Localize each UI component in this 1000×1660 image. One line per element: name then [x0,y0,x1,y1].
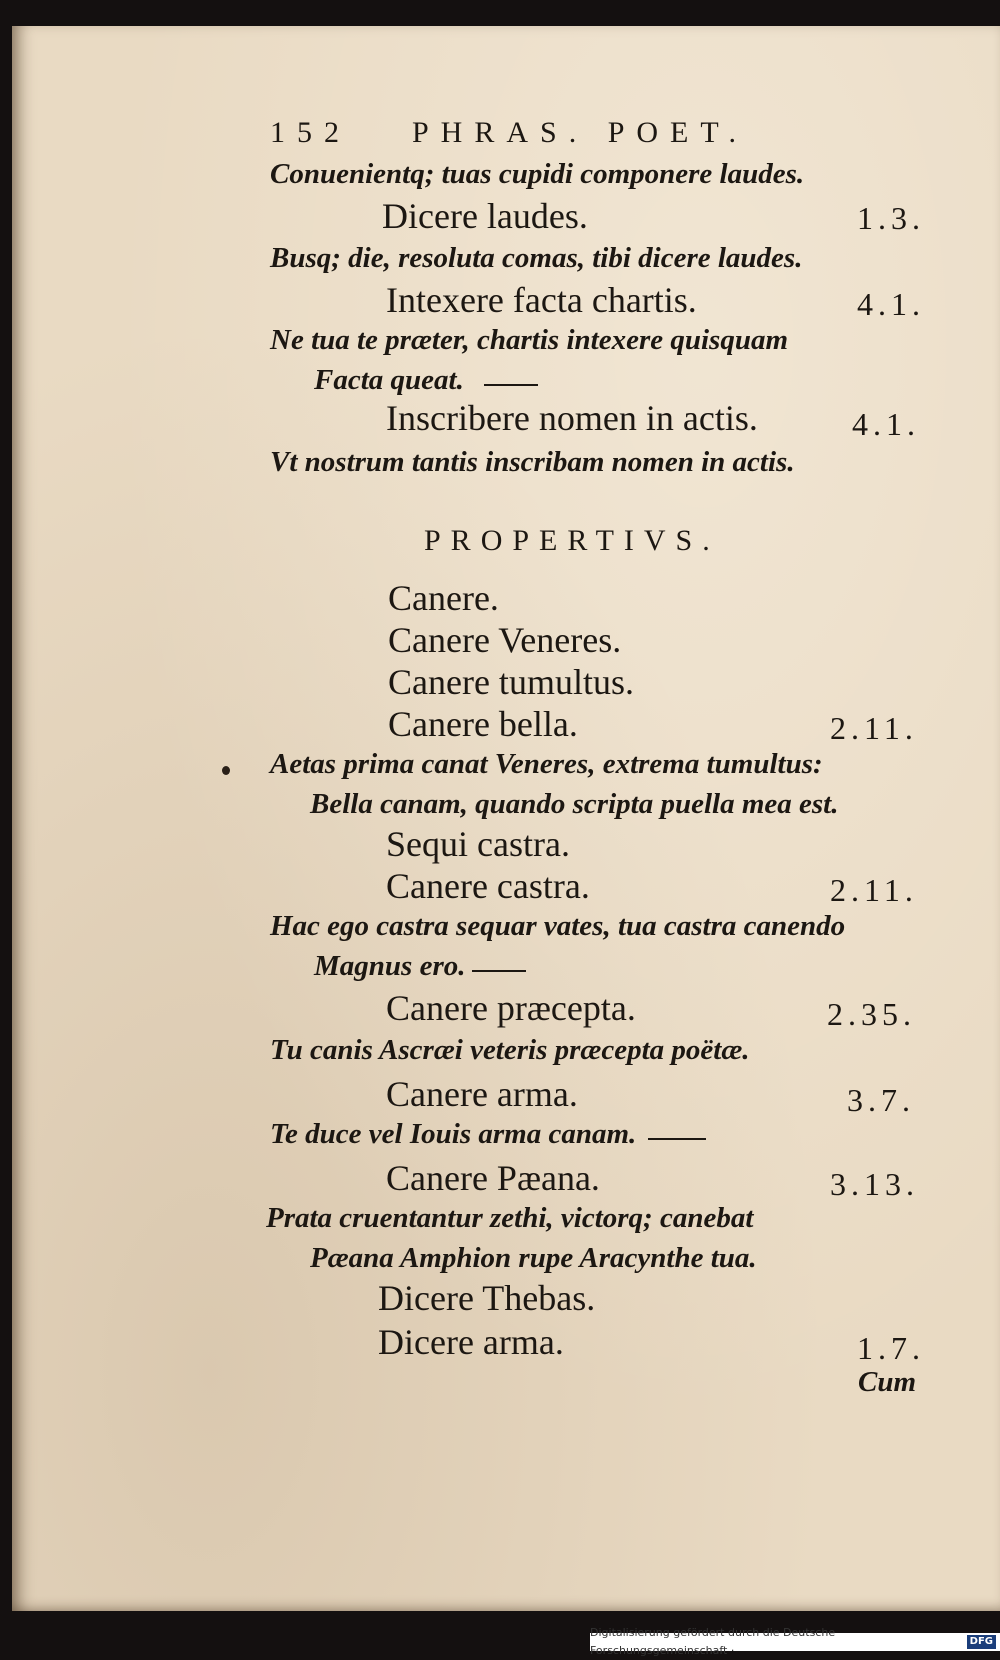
ink-spot [222,766,230,775]
quote-line: Pæana Amphion rupe Aracynthe tua. [310,1242,757,1274]
reference: 2.11. [830,710,918,746]
quote-line: Prata cruentantur zethi, victorq; canebat [266,1202,754,1234]
phrase-line: Canere. [388,578,499,618]
page-number: 152 [270,116,351,149]
phrase-line: Canere Pæana. [386,1158,600,1198]
quote-line: Tu canis Ascræi veteris præcepta poëtæ. [270,1034,750,1066]
section-heading: PROPERTIVS. [424,524,720,557]
running-title: PHRAS. POET. [412,116,748,149]
quote-line: Vt nostrum tantis inscribam nomen in actis. [270,446,795,478]
quote-line: Ne tua te præter, chartis intexere quisquam [270,324,789,356]
reference: 4.1. [852,406,920,442]
reference: 1.7. [857,1330,925,1366]
book-page [12,26,1000,1611]
phrase-line: Sequi castra. [386,824,570,864]
phrase-line: Canere tumultus. [388,662,634,702]
reference: 4.1. [857,286,925,322]
dash-rule [472,970,526,972]
phrase-line: Canere præcepta. [386,988,636,1028]
dfg-logo-icon: DFG [967,1635,996,1649]
phrase-line: Canere castra. [386,866,590,906]
reference: 3.7. [847,1082,915,1118]
phrase-line: Canere arma. [386,1074,578,1114]
footer-text: Digitalisierung gefördert durch die Deutsche Forschungsgemeinschaft · [590,1626,836,1657]
catchword: Cum [858,1366,917,1398]
dash-rule [648,1138,706,1140]
phrase-line: Dicere arma. [378,1322,564,1362]
quote-line: Aetas prima canat Veneres, extrema tumultus: [270,748,823,780]
reference: 2.11. [830,872,918,908]
digitization-footer [590,1626,1000,1657]
quote-line: Conuenientq; tuas cupidi componere laudes. [270,158,805,190]
phrase-line: Canere bella. [388,704,578,744]
quote-line: Magnus ero. [314,950,466,982]
quote-line: Te duce vel Iouis arma canam. [270,1118,637,1150]
phrase-line: Intexere facta chartis. [386,280,697,320]
dash-rule [484,384,538,386]
quote-line: Facta queat. [314,364,464,396]
quote-line: Hac ego castra sequar vates, tua castra canendo [270,910,846,942]
quote-line: Busq; die, resoluta comas, tibi dicere laudes. [270,242,803,274]
reference: 1.3. [857,200,925,236]
reference: 3.13. [830,1166,919,1202]
phrase-line: Dicere laudes. [382,196,588,236]
phrase-line: Canere Veneres. [388,620,622,660]
phrase-line: Inscribere nomen in actis. [386,398,758,438]
reference: 2.35. [827,996,916,1032]
quote-line: Bella canam, quando scripta puella mea est. [310,788,839,820]
phrase-line: Dicere Thebas. [378,1278,596,1318]
